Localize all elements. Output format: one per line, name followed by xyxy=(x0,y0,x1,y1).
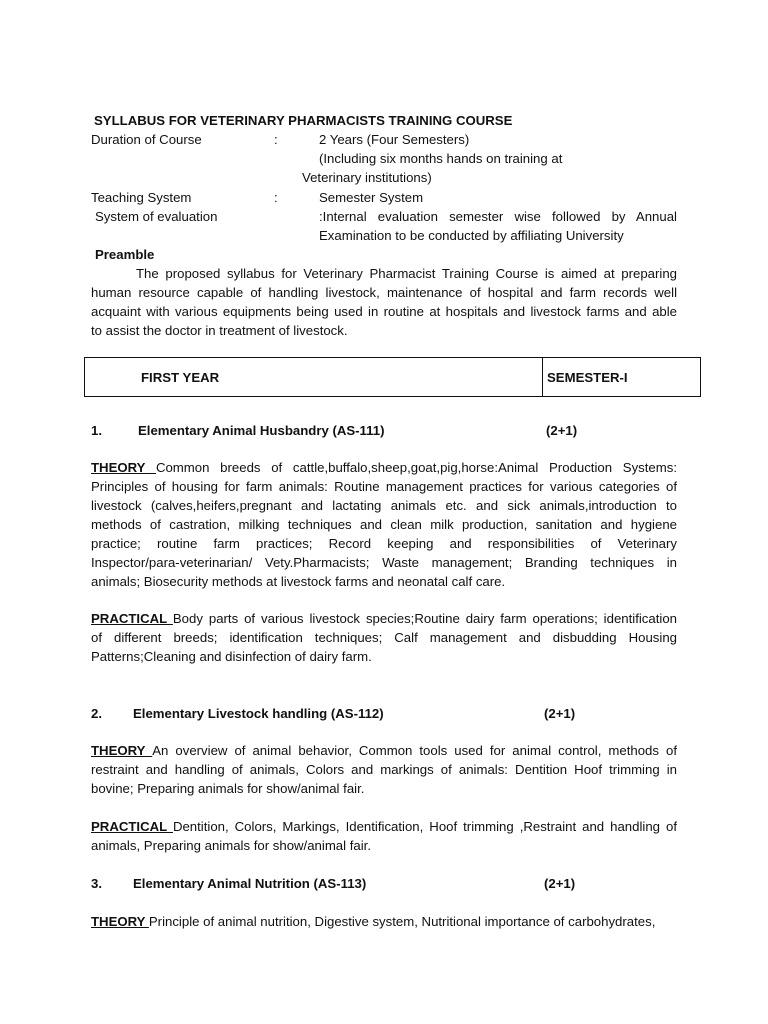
course-2-title: Elementary Livestock handling (AS-112) xyxy=(133,706,384,721)
duration-colon: : xyxy=(274,132,278,147)
course-3-number: 3. xyxy=(91,876,102,891)
preamble-heading: Preamble xyxy=(95,247,155,262)
teaching-label: Teaching System xyxy=(91,190,192,205)
course-1-title: Elementary Animal Husbandry (AS-111) xyxy=(138,423,385,438)
course-1-credits: (2+1) xyxy=(546,423,578,438)
practical-label: PRACTICAL xyxy=(91,819,173,834)
preamble-text: The proposed syllabus for Veterinary Pharmacist Training Course is aimed at preparing human resource capable of handling livestock, maintenance of hospital and farm records well acquaint with various equipments being used in routine at hospitals and livestock farms and able to assist the doctor in treatment of livestock. xyxy=(91,266,677,338)
course-1-theory: THEORY Common breeds of cattle,buffalo,sheep,goat,pig,horse:Animal Production Systems: Principles of housing for farm animals: Routine management practices for various categories of livestock (calves,heifers,pregnant and lactating animals etc. and sick animals,introduction to methods of castration, milking techniques and clean milk production, sanitation and hygiene practice; routine farm practices; Record keeping and responsibilities of Veterinary Inspector/para-veterinarian/ Vety.Pharmacists; Waste management; Branding techniques in animals; Biosecurity methods at livestock farms and neonatal calf care. xyxy=(91,460,677,589)
course-3-credits: (2+1) xyxy=(544,876,576,891)
evaluation-value: :Internal evaluation semester wise followed by Annual Examination to be conducted by affiliating University xyxy=(319,209,677,243)
course-1-practical: PRACTICAL Body parts of various livestock species;Routine dairy farm operations; identification of different breeds; identification techniques; Calf management and disbudding Housing Patterns;Cleaning and disinfection of dairy farm. xyxy=(91,611,677,664)
duration-value: 2 Years (Four Semesters) xyxy=(319,132,470,147)
practical-label: PRACTICAL xyxy=(91,611,173,626)
teaching-colon: : xyxy=(274,190,278,205)
duration-value-note-2: Veterinary institutions) xyxy=(302,170,432,185)
theory-label: THEORY xyxy=(91,914,149,929)
course-2-credits: (2+1) xyxy=(544,706,576,721)
theory-label: THEORY xyxy=(91,460,156,475)
document-title: SYLLABUS FOR VETERINARY PHARMACISTS TRAINING COURSE xyxy=(94,113,513,128)
course-1-number: 1. xyxy=(91,423,102,438)
evaluation-label: System of evaluation xyxy=(95,209,218,224)
course-2-practical: PRACTICAL Dentition, Colors, Markings, Identification, Hoof trimming ,Restraint and handling of animals, Preparing animals for show/animal fair. xyxy=(91,819,677,853)
theory-label: THEORY xyxy=(91,743,153,758)
table-first-year: FIRST YEAR xyxy=(141,370,220,385)
duration-label: Duration of Course xyxy=(91,132,202,147)
course-2-theory: THEORY An overview of animal behavior, Common tools used for animal control, methods of restraint and handling of animals, Colors and markings of animals: Dentition Hoof trimming in bovine; Preparing animals for show/animal fair. xyxy=(91,743,677,796)
course-3-title: Elementary Animal Nutrition (AS-113) xyxy=(133,876,367,891)
semester-table xyxy=(84,357,701,397)
duration-value-note: (Including six months hands on training at xyxy=(319,151,563,166)
teaching-value: Semester System xyxy=(319,190,424,205)
course-2-number: 2. xyxy=(91,706,102,721)
course-3-theory: THEORY Principle of animal nutrition, Digestive system, Nutritional importance of carbohydrates, xyxy=(91,914,656,929)
table-semester: SEMESTER-I xyxy=(547,370,628,385)
